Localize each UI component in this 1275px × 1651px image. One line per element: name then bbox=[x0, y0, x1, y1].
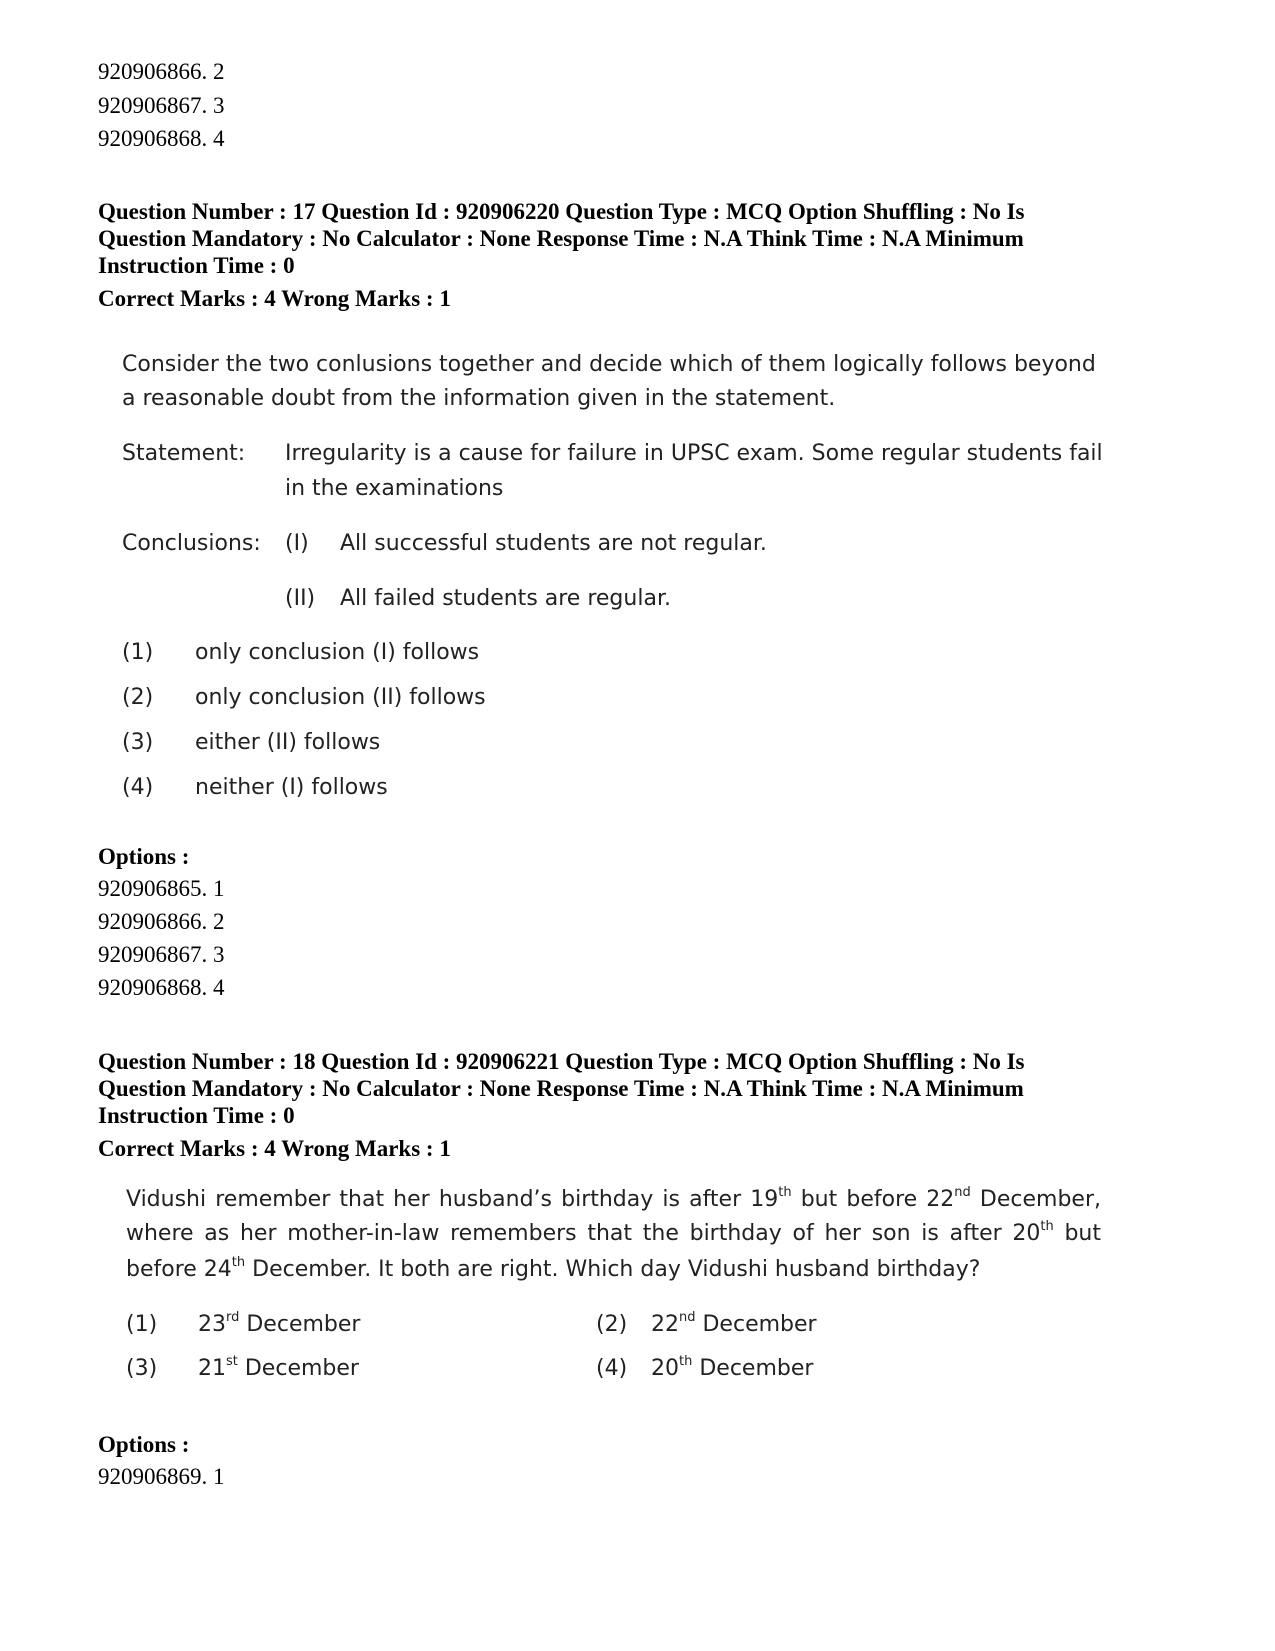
option-line: 920906865. 1 bbox=[98, 876, 225, 901]
q17-statement-line2: in the examinations bbox=[285, 476, 504, 501]
option-line: 920906868. 4 bbox=[98, 975, 225, 1000]
q18-text-line2: where as her mother-in-law remembers that the birthday of her son is after 20th but bbox=[126, 1219, 1102, 1246]
q17-options-label: Options : bbox=[98, 844, 190, 869]
q17-header-line1: Question Number : 17 Question Id : 920906220 Question Type : MCQ Option Shuffling : No Is bbox=[98, 199, 1025, 224]
q18-choice-num: (3) bbox=[126, 1356, 158, 1381]
q18-choice-text: 20th December bbox=[651, 1354, 814, 1381]
q17-conclusion-text: All successful students are not regular. bbox=[340, 531, 767, 556]
q18-header-line1: Question Number : 18 Question Id : 920906221 Question Type : MCQ Option Shuffling : No Is bbox=[98, 1049, 1025, 1074]
q17-choice-text: neither (I) follows bbox=[195, 775, 388, 800]
option-line: 920906867. 3 bbox=[98, 942, 225, 967]
option-line: 920906866. 2 bbox=[98, 909, 225, 934]
q17-header-line2: Question Mandatory : No Calculator : None Response Time : N.A Think Time : N.A Minimum bbox=[98, 226, 1024, 251]
q17-choice-num: (1) bbox=[122, 640, 154, 665]
q18-header-line3: Instruction Time : 0 bbox=[98, 1103, 295, 1128]
q17-conclusion-num: (I) bbox=[285, 531, 309, 556]
q18-choice-num: (1) bbox=[126, 1312, 158, 1337]
q17-statement-line1: Irregularity is a cause for failure in UPSC exam. Some regular students fail bbox=[285, 441, 1103, 466]
q17-conclusions-label: Conclusions: bbox=[122, 531, 261, 556]
q17-choice-num: (2) bbox=[122, 685, 154, 710]
option-line: 920906866. 2 bbox=[98, 59, 225, 84]
q17-choice-text: either (II) follows bbox=[195, 730, 381, 755]
q17-choice-text: only conclusion (II) follows bbox=[195, 685, 486, 710]
option-line: 920906867. 3 bbox=[98, 93, 225, 118]
option-line: 920906869. 1 bbox=[98, 1464, 225, 1489]
q18-choice-num: (2) bbox=[596, 1312, 628, 1337]
q17-conclusion-num: (II) bbox=[285, 586, 316, 611]
q18-text-line3: before 24th December. It both are right. Which day Vidushi husband birthday? bbox=[126, 1255, 981, 1282]
q18-choice-text: 21st December bbox=[198, 1354, 359, 1381]
q17-header-line3: Instruction Time : 0 bbox=[98, 253, 295, 278]
q18-choice-text: 22nd December bbox=[651, 1310, 817, 1337]
q18-choice-num: (4) bbox=[596, 1356, 628, 1381]
q17-marks: Correct Marks : 4 Wrong Marks : 1 bbox=[98, 286, 451, 311]
q18-text-line1: Vidushi remember that her husband’s birthday is after 19th but before 22nd December, bbox=[126, 1185, 1101, 1212]
q18-choice-text: 23rd December bbox=[198, 1310, 361, 1337]
q17-conclusion-text: All failed students are regular. bbox=[340, 586, 671, 611]
q17-choice-text: only conclusion (I) follows bbox=[195, 640, 480, 665]
q17-choice-num: (4) bbox=[122, 775, 154, 800]
q17-intro-line2: a reasonable doubt from the information given in the statement. bbox=[122, 386, 836, 411]
q18-options-label: Options : bbox=[98, 1432, 190, 1457]
option-line: 920906868. 4 bbox=[98, 126, 225, 151]
q17-choice-num: (3) bbox=[122, 730, 154, 755]
q17-statement-label: Statement: bbox=[122, 441, 246, 466]
q18-marks: Correct Marks : 4 Wrong Marks : 1 bbox=[98, 1136, 451, 1161]
q17-intro-line1: Consider the two conlusions together and decide which of them logically follows beyond bbox=[122, 352, 1096, 377]
q18-header-line2: Question Mandatory : No Calculator : None Response Time : N.A Think Time : N.A Minimum bbox=[98, 1076, 1024, 1101]
